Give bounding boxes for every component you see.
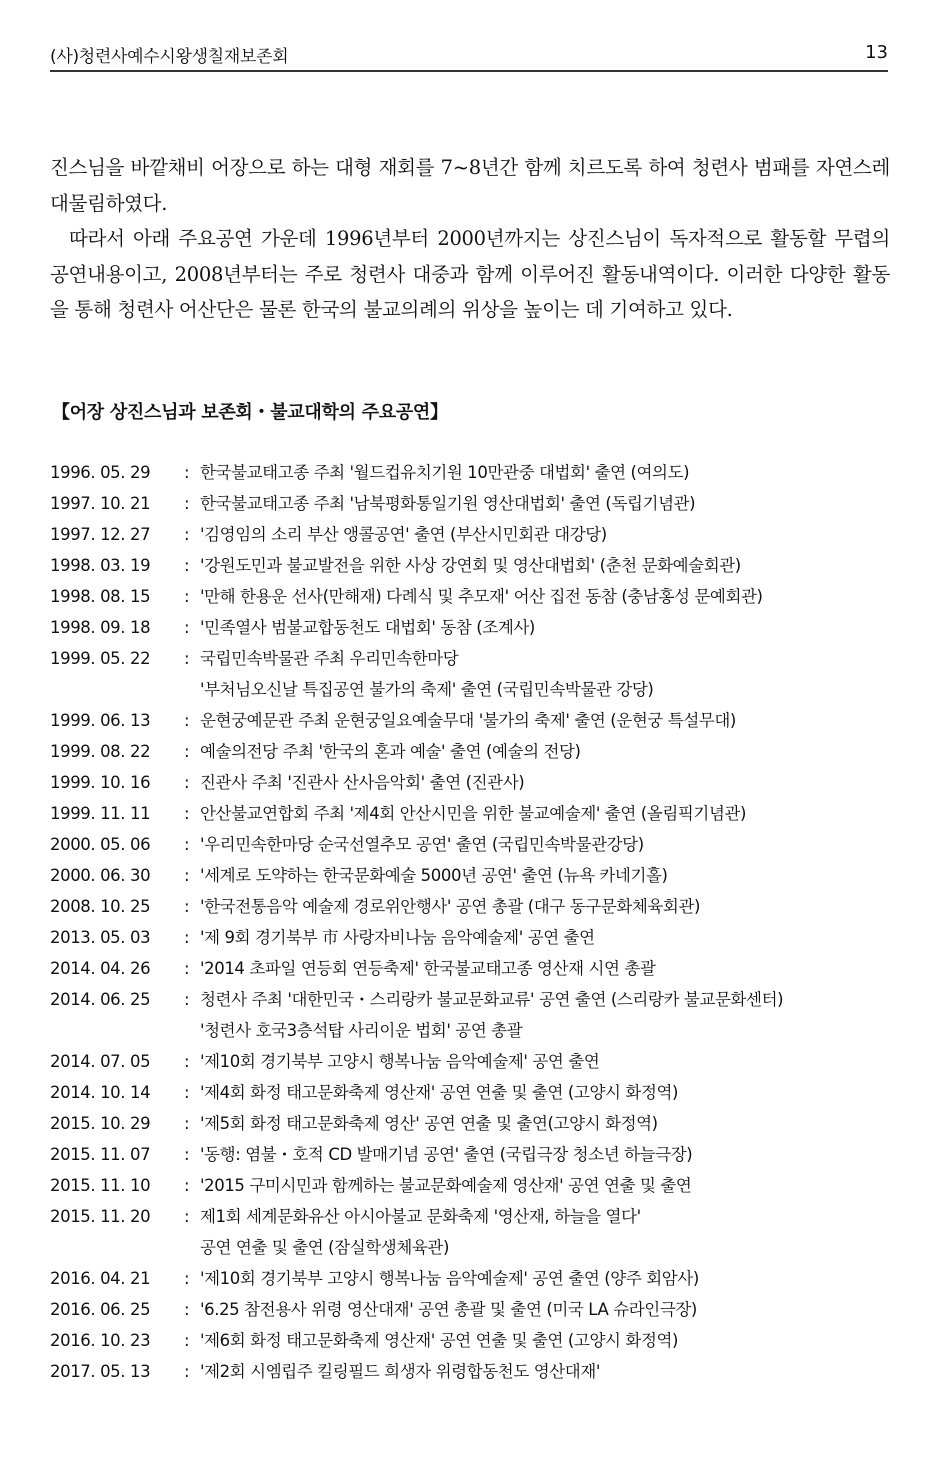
performance-entry [50, 891, 900, 922]
performance-entry [50, 953, 900, 984]
performance-entry [50, 736, 900, 767]
entry-date: 1999. 11. 11 [50, 804, 151, 823]
entry-date: 2000. 06. 30 [50, 866, 151, 885]
entry-description: '제10회 경기북부 고양시 행복나눔 음악예술제' 공연 출연 [200, 1052, 600, 1071]
performance-entry [50, 519, 900, 550]
performance-entry [50, 1325, 900, 1356]
entry-date: 2013. 05. 03 [50, 928, 151, 947]
entry-date: 1999. 06. 13 [50, 711, 151, 730]
entry-separator: : [184, 618, 190, 637]
entry-date: 2016. 10. 23 [50, 1331, 151, 1350]
performance-entry [50, 457, 900, 488]
entry-description: '강원도민과 불교발전을 위한 사상 강연회 및 영산대법회' (춘천 문화예술회관) [200, 556, 741, 575]
entry-date: 2017. 05. 13 [50, 1362, 151, 1381]
entry-description: '만해 한용운 선사(만해재) 다례식 및 추모재' 어산 집전 동참 (충남홍성 문예회관) [200, 587, 763, 606]
entry-description: 한국불교태고종 주최 '월드컵유치기원 10만관중 대법회' 출연 (여의도) [200, 463, 690, 482]
entry-description: '청련사 호국3층석탑 사리이운 법회' 공연 총괄 [200, 1021, 523, 1040]
entry-date: 2014. 10. 14 [50, 1083, 151, 1102]
entry-separator: : [184, 897, 190, 916]
entry-description: '제4회 화정 태고문화축제 영산재' 공연 연출 및 출연 (고양시 화정역) [200, 1083, 679, 1102]
entry-separator: : [184, 959, 190, 978]
entry-description: '민족열사 범불교합동천도 대법회' 동참 (조계사) [200, 618, 535, 637]
intro-text [50, 150, 890, 328]
performance-entry-continuation [50, 1232, 900, 1263]
entry-separator: : [184, 587, 190, 606]
performance-entry [50, 1201, 900, 1232]
performance-entry [50, 767, 900, 798]
performance-entry [50, 643, 900, 674]
entry-date: 2015. 11. 20 [50, 1207, 151, 1226]
performance-entry [50, 612, 900, 643]
entry-separator: : [184, 990, 190, 1009]
performance-entry [50, 488, 900, 519]
entry-separator: : [184, 1145, 190, 1164]
entry-description: '제 9회 경기북부 市 사랑자비나눔 음악예술제' 공연 출연 [200, 928, 595, 947]
entry-separator: : [184, 928, 190, 947]
entry-separator: : [184, 1300, 190, 1319]
entry-description: '동행: 염불・호적 CD 발매기념 공연' 출연 (국립극장 청소년 하늘극장) [200, 1145, 693, 1164]
entry-description: '제2회 시엠립주 킬링필드 희생자 위령합동천도 영산대재' [200, 1362, 600, 1381]
performance-entry [50, 1263, 900, 1294]
performance-entry [50, 1077, 900, 1108]
performance-entry [50, 550, 900, 581]
entry-description: '부처님오신날 특집공연 불가의 축제' 출연 (국립민속박물관 강당) [200, 680, 654, 699]
entry-separator: : [184, 711, 190, 730]
entry-date: 1997. 10. 21 [50, 494, 151, 513]
entry-date: 2015. 11. 07 [50, 1145, 151, 1164]
intro-paragraph-1: 진스님을 바깥채비 어장으로 하는 대형 재회를 7~8년간 함께 치르도록 하여 청련사 범패를 자연스레 대물림하였다. [50, 156, 890, 215]
entry-description: '김영임의 소리 부산 앵콜공연' 출연 (부산시민회관 대강당) [200, 525, 607, 544]
performance-entry-continuation [50, 1015, 900, 1046]
entry-date: 2016. 06. 25 [50, 1300, 151, 1319]
intro-paragraph-2: 따라서 아래 주요공연 가운데 1996년부터 2000년까지는 상진스님이 독자적으로 활동할 무렵의 공연내용이고, 2008년부터는 주로 청련사 대중과 함께 이루어진 활동내역이다. 이러한 다양한 활동을 통해 청련사 어산단은 물론 한국의 불교의례의 위상을 높이는 데 기여하고 있다. [50, 227, 890, 321]
performance-entry [50, 1356, 900, 1387]
entry-date: 2014. 06. 25 [50, 990, 151, 1009]
entry-date: 2015. 10. 29 [50, 1114, 151, 1133]
entry-date: 1998. 09. 18 [50, 618, 151, 637]
entry-separator: : [184, 556, 190, 575]
entry-description: '제6회 화정 태고문화축제 영산재' 공연 연출 및 출연 (고양시 화정역) [200, 1331, 679, 1350]
performance-entry [50, 1294, 900, 1325]
entry-date: 1999. 08. 22 [50, 742, 151, 761]
entry-description: '우리민속한마당 순국선열추모 공연' 출연 (국립민속박물관강당) [200, 835, 644, 854]
entry-date: 2014. 04. 26 [50, 959, 151, 978]
entry-description: 청련사 주최 '대한민국・스리랑카 불교문화교류' 공연 출연 (스리랑카 불교문화센터) [200, 990, 784, 1009]
entry-description: '세계로 도약하는 한국문화예술 5000년 공연' 출연 (뉴욕 카네기홀) [200, 866, 668, 885]
entry-separator: : [184, 649, 190, 668]
entry-date: 1999. 10. 16 [50, 773, 151, 792]
entry-separator: : [184, 1083, 190, 1102]
entry-description: 안산불교연합회 주최 '제4회 안산시민을 위한 불교예술제' 출연 (올림픽기념관) [200, 804, 747, 823]
entry-date: 2014. 07. 05 [50, 1052, 151, 1071]
entry-date: 1998. 08. 15 [50, 587, 151, 606]
entry-separator: : [184, 525, 190, 544]
performance-entry [50, 798, 900, 829]
entry-description: 한국불교태고종 주최 '남북평화통일기원 영산대법회' 출연 (독립기념관) [200, 494, 696, 513]
entry-description: 공연 연출 및 출연 (잠실학생체육관) [200, 1238, 450, 1257]
entry-separator: : [184, 463, 190, 482]
entry-separator: : [184, 835, 190, 854]
performance-entry [50, 829, 900, 860]
entry-description: '제10회 경기북부 고양시 행복나눔 음악예술제' 공연 출연 (양주 회암사) [200, 1269, 699, 1288]
entry-date: 2008. 10. 25 [50, 897, 151, 916]
performance-entry [50, 581, 900, 612]
entry-date: 1998. 03. 19 [50, 556, 151, 575]
entry-separator: : [184, 1207, 190, 1226]
page-number: 13 [865, 42, 888, 63]
entry-separator: : [184, 1176, 190, 1195]
entry-separator: : [184, 1331, 190, 1350]
performance-entry-continuation [50, 674, 900, 705]
entry-separator: : [184, 1114, 190, 1133]
section-title: 【어장 상진스님과 보존회・불교대학의 주요공연】 [52, 402, 448, 423]
entry-date: 1996. 05. 29 [50, 463, 151, 482]
entry-description: '2014 초파일 연등회 연등축제' 한국불교태고종 영산재 시연 총괄 [200, 959, 656, 978]
entry-description: 제1회 세계문화유산 아시아불교 문화축제 '영산재, 하늘을 열다' [200, 1207, 641, 1226]
entry-description: 국립민속박물관 주최 우리민속한마당 [200, 649, 459, 668]
entry-separator: : [184, 866, 190, 885]
entry-description: 진관사 주최 '진관사 산사음악회' 출연 (진관사) [200, 773, 525, 792]
entry-date: 1997. 12. 27 [50, 525, 151, 544]
entry-date: 2015. 11. 10 [50, 1176, 151, 1195]
performance-entry [50, 1046, 900, 1077]
entry-separator: : [184, 1269, 190, 1288]
performance-entry [50, 1108, 900, 1139]
entry-description: '한국전통음악 예술제 경로위안행사' 공연 총괄 (대구 동구문화체육회관) [200, 897, 701, 916]
entry-description: '제5회 화정 태고문화축제 영산' 공연 연출 및 출연(고양시 화정역) [200, 1114, 658, 1133]
entry-separator: : [184, 804, 190, 823]
performance-entry [50, 705, 900, 736]
entry-description: '2015 구미시민과 함께하는 불교문화예술제 영산재' 공연 연출 및 출연 [200, 1176, 692, 1195]
performance-list [50, 457, 900, 1387]
entry-date: 2016. 04. 21 [50, 1269, 151, 1288]
entry-date: 1999. 05. 22 [50, 649, 151, 668]
performance-entry [50, 984, 900, 1015]
entry-description: '6.25 참전용사 위령 영산대재' 공연 총괄 및 출연 (미국 LA 슈라인극장) [200, 1300, 697, 1319]
entry-separator: : [184, 1362, 190, 1381]
entry-separator: : [184, 773, 190, 792]
entry-separator: : [184, 494, 190, 513]
entry-date: 2000. 05. 06 [50, 835, 151, 854]
performance-entry [50, 1170, 900, 1201]
performance-entry [50, 1139, 900, 1170]
entry-description: 운현궁예문관 주최 운현궁일요예술무대 '불가의 축제' 출연 (운현궁 특설무대) [200, 711, 736, 730]
entry-description: 예술의전당 주최 '한국의 혼과 예술' 출연 (예술의 전당) [200, 742, 581, 761]
performance-entry [50, 860, 900, 891]
performance-entry [50, 922, 900, 953]
organization-name: (사)청련사예수시왕생칠재보존회 [50, 47, 289, 67]
entry-separator: : [184, 1052, 190, 1071]
page-header [50, 40, 888, 72]
entry-separator: : [184, 742, 190, 761]
